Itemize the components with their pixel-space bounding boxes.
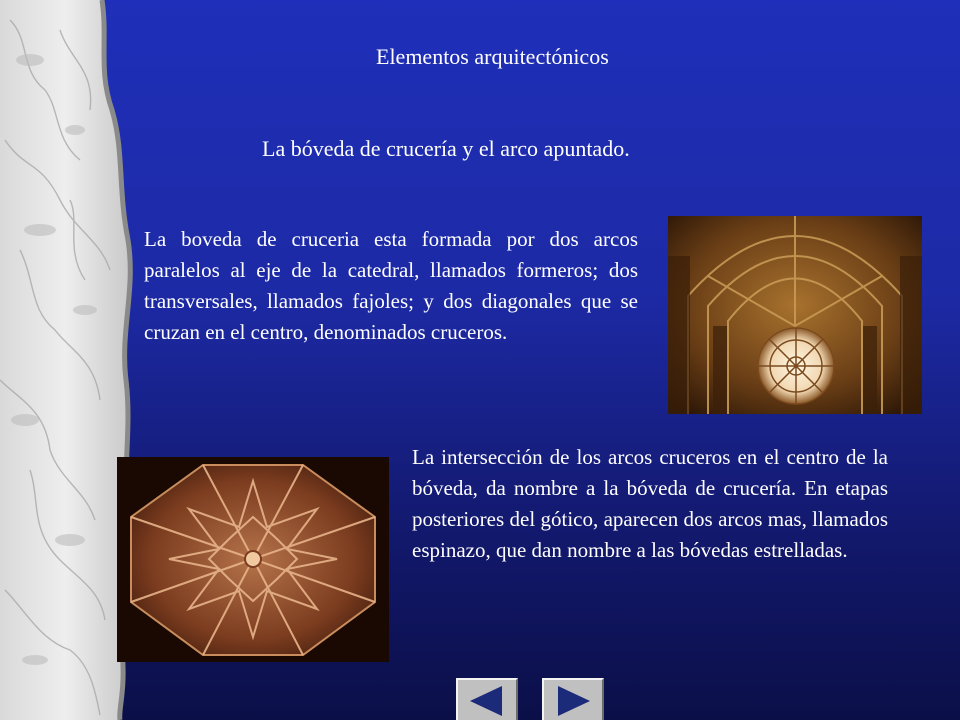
- paragraph-vault-description: La boveda de cruceria esta formada por dos arcos paralelos al eje de la catedral, llamados formeros; dos transversales, llamados fajoles; y dos diagonales que se cruzan en el centro, denominados cruceros.: [144, 227, 638, 344]
- triangle-right-icon: [544, 680, 602, 720]
- slide-title: Elementos arquitectónicos: [376, 44, 609, 69]
- paragraph-star-vault: La intersección de los arcos cruceros en el centro de la bóveda, da nombre a la bóveda de crucería. En etapas posteriores del gótico, aparecen dos arcos mas, llamados espinazo, que dan nombre a las bóvedas estrelladas.: [412, 445, 888, 562]
- cathedral-nave-photo: [668, 216, 922, 414]
- slide-subtitle: La bóveda de crucería y el arco apuntado.: [262, 136, 630, 161]
- triangle-left-icon: [458, 680, 516, 720]
- next-slide-button[interactable]: [542, 678, 604, 720]
- previous-slide-button[interactable]: [456, 678, 518, 720]
- star-vault-photo: [117, 457, 389, 662]
